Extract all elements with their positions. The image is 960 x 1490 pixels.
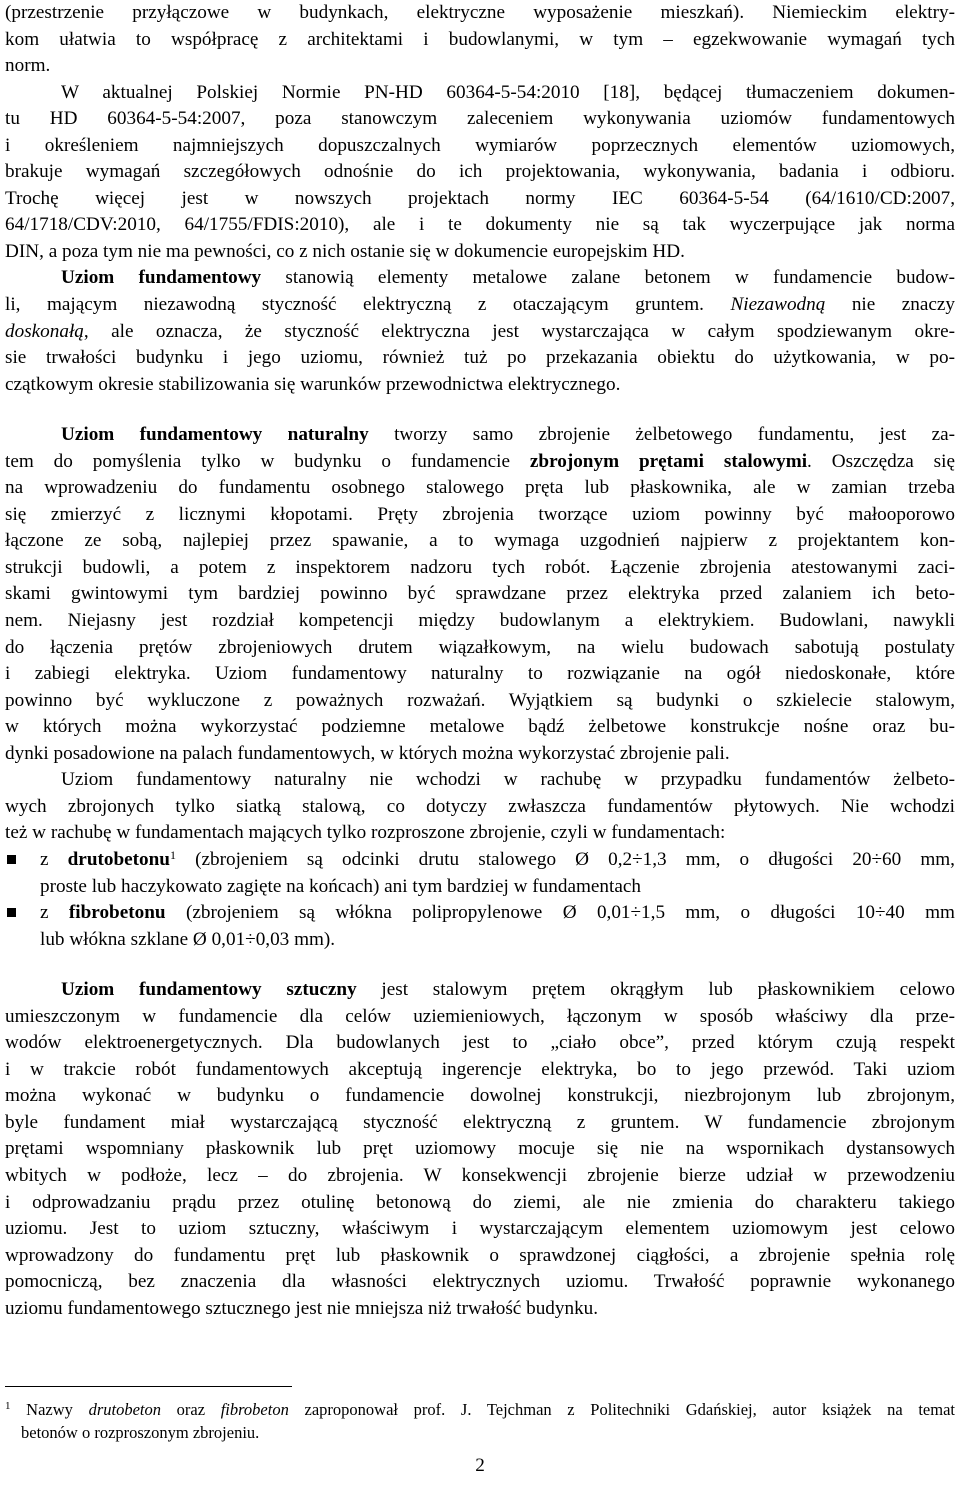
text-line: wprowadzony do fundamentu pręt lub płaskownik o sprawdzonej ciągłości, a zbrojenie spełnia rolę — [5, 1244, 955, 1266]
text-line: uziomu fundamentowego sztucznego jest nie mniejsza niż trwałość budynku. — [5, 1297, 599, 1319]
term-italic: fibrobeton — [220, 1400, 289, 1419]
text-line: i odprowadzaniu prądu przez otulinę betonową do ziemi, ale nie zmienia do charakteru takiego — [5, 1191, 955, 1213]
text-line: łączone ze sobą, najlepiej przez spawanie, a to wymaga uzgodnień najpierw z projektantem kon- — [5, 530, 955, 552]
footnote-line: betonów o rozproszonym zbrojeniu. — [21, 1423, 260, 1442]
term-bold: drutobetonu — [67, 848, 170, 870]
term-bold: zbrojonym prętami stalowymi — [529, 450, 808, 472]
term-bold: Uziom fundamentowy naturalny — [61, 424, 369, 446]
text-line: lub włókna szklane Ø 0,01÷0,03 mm). — [40, 928, 336, 950]
text-fragment: z — [40, 902, 69, 924]
text-line: (przestrzenie przyłączowe w budynkach, elektryczne wyposażenie mieszkań). Niemieckim elektry- — [5, 2, 955, 23]
text-line: pomocniczą, bez znaczenia dla własności elektrycznych uziomu. Trwałość poprawnie wykonanego — [5, 1271, 955, 1293]
text-line: byle fundament miał wystarczającą styczność elektryczną z gruntem. W fundamencie zbrojonym — [5, 1111, 955, 1133]
text-line: można wykonać w budynku o fundamencie dowolnej konstrukcji, niezbrojonym lub zbrojonym, — [5, 1085, 955, 1107]
text-line: umieszczonym w fundamencie dla celów uziemieniowych, łączonym w sposób właściwy dla prze- — [5, 1005, 955, 1027]
text-line: wych zbrojonych tylko siatką stalową, co dotyczy zwłaszcza fundamentów płytowych. Nie wchodzi — [5, 795, 955, 817]
text-line: i określeniem najmniejszych dopuszczalnych wymiarów poprzecznych elementów uziomowych, — [5, 134, 955, 156]
footnote-line — [5, 1398, 955, 1421]
text-fragment: jest stalowym prętem okrągłym lub płaskownikiem celowo — [356, 979, 955, 1001]
text-fragment: stanowią elementy metalowe zalane betonem w fundamencie budow- — [261, 267, 955, 289]
text-line — [5, 449, 955, 476]
page-number: 2 — [475, 1455, 485, 1476]
text-line: wbitych w podłoże, lecz – do zbrojenia. W konsekwencji zbrojenie bierze udział w przewodzeniu — [5, 1164, 955, 1186]
body-text — [5, 0, 955, 1322]
text-line: proste lub haczykowato zagięte na końcach) ani tym bardziej w fundamentach — [40, 875, 641, 897]
text-line: DIN, a poza tym nie ma pewności, co z nich ostanie się w dokumencie europejskim HD. — [5, 240, 685, 262]
term-bold: Uziom fundamentowy — [61, 267, 262, 289]
text-line: nem. Niejasny jest rozdział kompetencji między budowlanym a elektrykiem. Budowlani, nawykli — [5, 610, 955, 632]
text-line: norm. — [5, 55, 51, 77]
text-fragment: tem do pomyślenia tylko w budynku o fundamencie — [5, 450, 530, 472]
text-line: wodów elektroenergetycznych. Dla budowlanych jest to „ciało obce”, przed którym czują respekt — [5, 1032, 955, 1054]
text-line — [5, 292, 955, 319]
text-line: brakuje wymagań szczegółowych odnośnie do ich projektowania, wykonywania, badania i odbioru. — [5, 161, 955, 183]
text-fragment: tworzy samo zbrojenie żelbetowego fundamentu, jest za- — [368, 424, 955, 446]
text-line: uziomu. Jest to uziom sztuczny, właściwym i wystarczającym elementem uziomowym jest celowo — [5, 1218, 955, 1240]
text-line: Uziom fundamentowy naturalny nie wchodzi w rachubę w przypadku fundamentów żelbeto- — [61, 769, 955, 791]
text-fragment: nie znaczy — [825, 294, 955, 316]
footnote-divider — [5, 1386, 292, 1387]
paragraph-gap — [5, 953, 955, 977]
text-line: tu HD 60364-5-54:2007, poza stanowczym zaleceniem wykonywania uziomów fundamentowych — [5, 108, 955, 130]
text-line: i w trakcie robót fundamentowych akceptują ingerencje elektryka, bo to jego przewód. Taki uziom — [5, 1058, 955, 1080]
text-line: skami gwintowymi tym bardziej powinno być sprawdzane przez elektryka przed zalaniem ich beto- — [5, 583, 955, 605]
text-fragment: . Oszczędza się — [807, 450, 955, 472]
text-line: prętami wspomniany płaskownik lub pręt uziomowy mocuje się nie na wspornikach dystansowych — [5, 1138, 955, 1160]
text-line — [5, 265, 955, 292]
text-fragment: , ale oznacza, że styczność elektryczna jest wystarczająca w całym spodziewanym okre- — [83, 320, 955, 342]
term-bold: fibrobetonu — [68, 902, 166, 924]
text-line: kom ułatwia to współpracę z architektami i budowlanymi, w tym – egzekwowanie wymagań tych — [5, 28, 955, 50]
text-fragment: oraz — [160, 1400, 221, 1419]
document-page — [5, 0, 955, 1442]
text-line: powinno być wykluczone z poważnych rozważań. Wyjątkiem są budynki o szkielecie stalowym, — [5, 689, 955, 711]
term-italic: Niezawodną — [730, 294, 826, 316]
text-line: Trochę więcej jest w nowszych projektach normy IEC 60364-5-54 (64/1610/CD:2007, — [5, 187, 955, 209]
text-fragment: (zbrojeniem są włókna polipropylenowe Ø 0,01÷1,5 mm, o długości 10÷40 mm — [165, 902, 955, 924]
list-item — [5, 847, 955, 874]
text-line — [5, 977, 955, 1004]
text-line: 64/1718/CDV:2010, 64/1755/FDIS:2010), ale i te dokumenty nie są tak wyczerpujące jak norma — [5, 214, 955, 236]
text-line: też w rachubę w fundamentach mających tylko rozproszone zbrojenie, czyli w fundamentach: — [5, 822, 726, 844]
term-italic: doskonałą — [5, 320, 84, 342]
text-fragment: li, mającym niezawodną styczność elektryczną z otaczającym gruntem. — [5, 294, 731, 316]
text-line: i zabiegi elektryka. Uziom fundamentowy naturalny to rozwiązanie na ogół niedoskonałe, które — [5, 663, 955, 685]
text-line: w których można wykorzystać podziemne metalowe bądź żelbetowe konstrukcje nośne oraz bu- — [5, 716, 955, 738]
text-fragment: zaproponował prof. J. Tejchman z Politechniki Gdańskiej, autor książek na temat — [288, 1400, 955, 1419]
text-line: dynki posadowione na palach fundamentowych, w których można wykorzystać zbrojenie pali. — [5, 742, 730, 764]
list-item — [5, 900, 955, 927]
text-line: strukcji budowli, a potem z inspektorem nadzoru tych robót. Łączenie zbrojenia atestowanymi zaci- — [5, 556, 955, 578]
term-bold: Uziom fundamentowy sztuczny — [61, 979, 357, 1001]
text-line: czątkowym okresie stabilizowania się warunków przewodnictwa elektrycznego. — [5, 373, 621, 395]
footnote-marker: 1 — [169, 847, 176, 862]
footnote-number: 1 — [5, 1400, 11, 1412]
footnote — [5, 1398, 955, 1444]
text-fragment: Nazwy — [10, 1400, 89, 1419]
text-line — [5, 319, 955, 346]
text-line: na wprowadzeniu do fundamentu osobnego stalowego pręta lub płaskownika, ale w zamian trzeba — [5, 477, 955, 499]
square-bullet-icon — [7, 855, 16, 864]
square-bullet-icon — [7, 908, 16, 917]
text-line: sie trwałości budynku i jego uziomu, również tuż po przekazania obiektu do użytkowania, w po- — [5, 347, 955, 369]
text-fragment: z — [40, 848, 68, 870]
term-italic: drutobeton — [88, 1400, 161, 1419]
paragraph-gap — [5, 398, 955, 422]
text-line: do łączenia prętów zbrojeniowych drutem wiązałkowym, na wielu budowach sabotują postulaty — [5, 636, 955, 658]
text-fragment: (zbrojeniem są odcinki drutu stalowego Ø 0,2÷1,3 mm, o długości 20÷60 mm, — [175, 848, 955, 870]
text-line: W aktualnej Polskiej Normie PN-HD 60364-5-54:2010 [18], będącej tłumaczeniem dokumen- — [61, 81, 955, 103]
text-line: się zmierzyć z licznymi kłopotami. Pręty zbrojenia tworzące uziom powinny być małooporowo — [5, 503, 955, 525]
text-line — [5, 422, 955, 449]
